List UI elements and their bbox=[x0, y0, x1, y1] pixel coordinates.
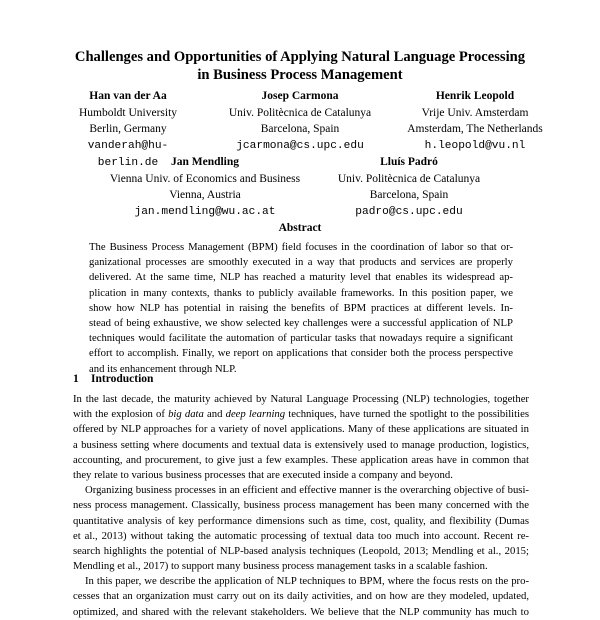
body-line: Mendling et al., 2017) to support many business process management tasks in a scalable fashion. bbox=[73, 560, 488, 573]
section-heading bbox=[73, 372, 153, 386]
body-line: search highlights the potential of NLP-based analysis techniques (Leopold, 2013; Mendling et al., 2015; bbox=[73, 544, 529, 557]
author-name: Jan Mendling bbox=[170, 156, 240, 168]
author-block bbox=[95, 154, 315, 221]
body-line: et al., 2013) without taking the automatic processing of textual data too much into account. Recent re- bbox=[73, 529, 529, 542]
body-text-run: and bbox=[203, 408, 226, 421]
abstract-line: plication in many contexts, thanks to publicly available frameworks. In this position paper, we bbox=[89, 286, 513, 299]
author-block bbox=[395, 88, 555, 155]
body-line: quantitative analysis of key performance dimensions such as time, cost, quality, and flexibility (Dumas bbox=[73, 514, 529, 527]
abstract-line: stead of being exhaustive, we show selected key challenges were a successful application of NLP bbox=[89, 316, 513, 329]
body-line: they relate to various business processes that are executed inside a company and beyond. bbox=[73, 468, 453, 481]
body-line: Organizing business processes in an efficient and effective manner is the overarching objective of busi- bbox=[85, 484, 529, 497]
body-text bbox=[73, 392, 529, 620]
author-email[interactable]: jan.mendling@wu.ac.at bbox=[134, 206, 276, 219]
body-line: accounting, and procurement, to give just a few examples. These application areas have in common that bbox=[73, 453, 529, 466]
abstract-line: The Business Process Management (BPM) field focuses in the coordination of labor so that or- bbox=[89, 241, 513, 253]
author-email[interactable]: jcarmona@cs.upc.edu bbox=[236, 140, 364, 153]
body-line bbox=[73, 407, 529, 422]
author-affiliation: Vrije Univ. Amsterdam bbox=[421, 106, 529, 119]
body-line: In this paper, we describe the application of NLP techniques to BPM, where the focus rests on the pro- bbox=[85, 575, 529, 588]
author-location: Barcelona, Spain bbox=[369, 189, 449, 202]
author-affiliation: Univ. Politècnica de Catalunya bbox=[337, 172, 481, 185]
title-line-2: in Business Process Management bbox=[197, 66, 403, 83]
body-text-run: techniques, have turned the spotlight to the possibilities bbox=[285, 408, 529, 421]
emphasis-deep-learning: deep learning bbox=[225, 408, 286, 421]
author-location: Vienna, Austria bbox=[169, 189, 241, 202]
body-line: cesses that an organization must carry out on its daily activities, and on how are they modeled, updated, bbox=[73, 590, 529, 603]
author-name: Josep Carmona bbox=[261, 90, 339, 102]
author-block bbox=[320, 154, 498, 221]
author-location: Amsterdam, The Netherlands bbox=[407, 123, 543, 136]
author-affiliation: Vienna Univ. of Economics and Business bbox=[109, 172, 301, 185]
body-line: ness process management. Classically, business process management has been many concerned with the bbox=[73, 499, 529, 512]
abstract-line: and its enhancement through NLP. bbox=[89, 362, 237, 375]
body-line: a business setting where documents and textual data is extensively used to manage production, logistics, bbox=[73, 438, 529, 451]
author-name: Henrik Leopold bbox=[435, 90, 515, 102]
body-line: offered by NLP approaches for a variety of novel applications. Many of these applications are situated in bbox=[73, 423, 529, 436]
author-email[interactable]: padro@cs.upc.edu bbox=[355, 206, 463, 219]
abstract-line: delivered. At the same time, NLP has reached a maturity level that enables its widespread ap- bbox=[89, 271, 513, 284]
abstract-body bbox=[89, 240, 513, 377]
body-line: optimized, and shared with the relevant stakeholders. We believe that the NLP community has much to bbox=[73, 605, 529, 618]
author-location: Berlin, Germany bbox=[89, 123, 167, 136]
author-location: Barcelona, Spain bbox=[260, 123, 340, 136]
abstract-heading: Abstract bbox=[278, 222, 322, 234]
section-number: 1 bbox=[73, 373, 79, 385]
title-line-1: Challenges and Opportunities of Applying Natural Language Processing bbox=[74, 49, 526, 65]
author-email[interactable]: vanderah@hu-berlin.de bbox=[87, 140, 169, 169]
author-name: Lluís Padró bbox=[380, 156, 438, 168]
abstract-line: show how NLP has potential in raising the benefits of BPM practices at different levels. In- bbox=[89, 301, 513, 314]
abstract-line: ganizational processes are smoothly executed in a way that products and services are properly bbox=[89, 256, 513, 269]
abstract-line: effort to accomplish. Finally, we report on applications that consider both the process perspective bbox=[89, 347, 513, 360]
abstract-line: techniques would facilitate the automation of particular tasks that nowadays require a significant bbox=[89, 332, 513, 345]
author-affiliation: Humboldt University bbox=[78, 106, 178, 119]
author-block bbox=[208, 88, 392, 155]
section-title: Introduction bbox=[91, 373, 154, 385]
author-name: Han van der Aa bbox=[89, 90, 167, 102]
body-line: In the last decade, the maturity achieved by Natural Language Processing (NLP) technologies, together bbox=[73, 393, 529, 405]
author-email[interactable]: h.leopold@vu.nl bbox=[424, 140, 526, 153]
emphasis-big-data: big data bbox=[168, 408, 204, 421]
author-affiliation: Univ. Politècnica de Catalunya bbox=[228, 106, 372, 119]
paper-title bbox=[0, 49, 600, 84]
body-text-run: with the explosion of bbox=[73, 408, 169, 421]
